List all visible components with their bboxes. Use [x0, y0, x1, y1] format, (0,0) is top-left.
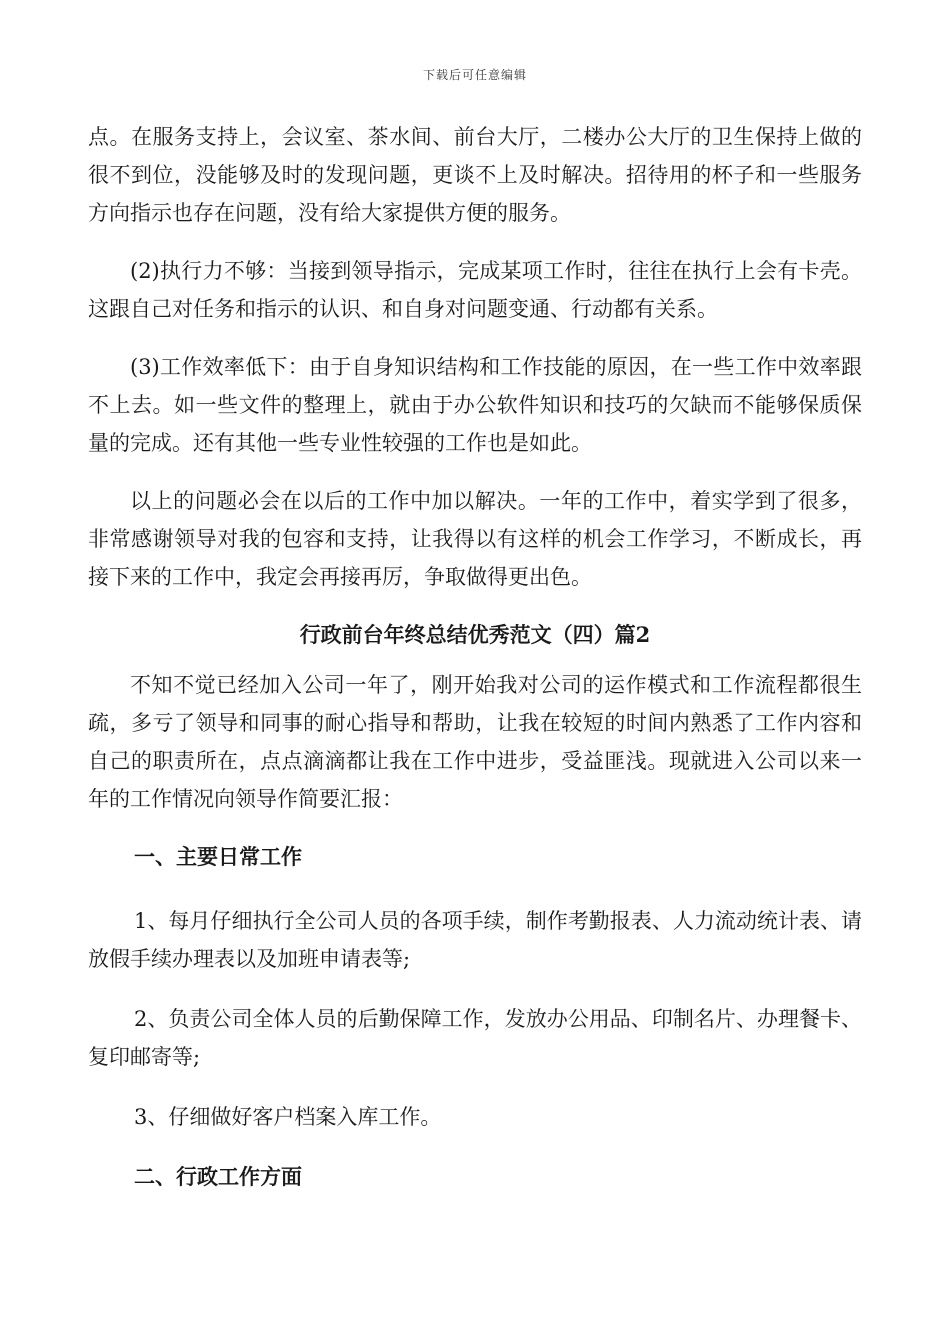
- list-item: 1、每月仔细执行全公司人员的各项手续，制作考勤报表、人力流动统计表、请放假手续办理表以及加班申请表等;: [88, 909, 862, 971]
- paragraph-conclusion: 以上的问题必会在以后的工作中加以解决。一年的工作中，着实学到了很多，非常感谢领导对我的包容和支持，让我得以有这样的机会工作学习，不断成长，再接下来的工作中，我定会再接再厉，争取做得更出色。: [88, 489, 862, 589]
- list-item: 3、仔细做好客户档案入库工作。: [134, 1105, 442, 1129]
- paragraph-efficiency: (3)工作效率低下：由于自身知识结构和工作技能的原因，在一些工作中效率跟不上去。如一些文件的整理上，就由于办公软件知识和技巧的欠缺而不能够保质保量的完成。还有其他一些专业性较强的工作也是如此。: [88, 355, 862, 455]
- paragraph-intro: 不知不觉已经加入公司一年了，刚开始我对公司的运作模式和工作流程都很生疏，多亏了领导和同事的耐心指导和帮助，让我在较短的时间内熟悉了工作内容和自己的职责所在，点点滴滴都让我在工作中进步，受益匪浅。现就进入公司以来一年的工作情况向领导作简要汇报：: [88, 673, 862, 811]
- section-title: 行政前台年终总结优秀范文（四）篇2: [299, 622, 651, 647]
- paragraph-continuation: 点。在服务支持上，会议室、茶水间、前台大厅，二楼办公大厅的卫生保持上做的很不到位，没能够及时的发现问题，更谈不上及时解决。招待用的杯子和一些服务方向指示也存在问题，没有给大家提供方便的服务。: [88, 125, 862, 225]
- paragraph-execution: (2)执行力不够：当接到领导指示，完成某项工作时，往往在执行上会有卡壳。这跟自己对任务和指示的认识、和自身对问题变通、行动都有关系。: [88, 259, 862, 321]
- heading-daily-work: 一、主要日常工作: [134, 844, 302, 869]
- heading-admin-work: 二、行政工作方面: [134, 1164, 302, 1189]
- header-note: 下载后可任意编辑: [422, 68, 527, 82]
- list-item: 2、负责公司全体人员的后勤保障工作，发放办公用品、印制名片、办理餐卡、复印邮寄等;: [88, 1007, 862, 1069]
- document-body: [88, 118, 862, 1222]
